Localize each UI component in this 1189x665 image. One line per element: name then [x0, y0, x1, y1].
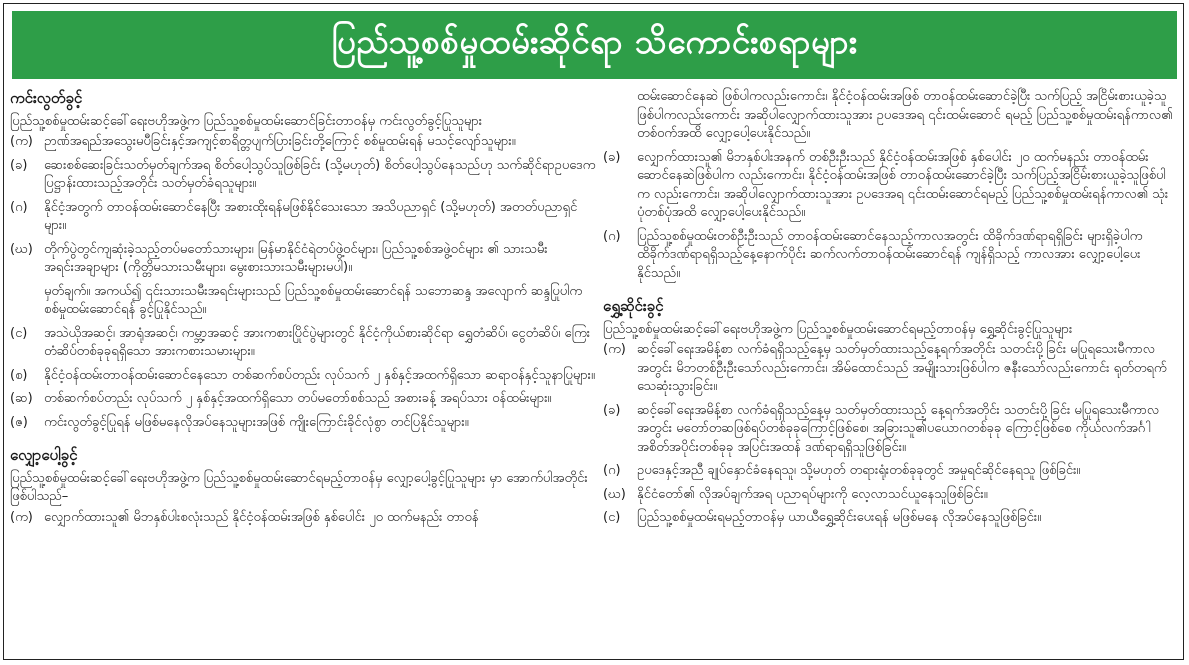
item-marker: (ဃ): [603, 486, 626, 502]
item-text: တစ်ဆက်စပ်တည်း လုပ်သက် ၂ နှစ်နှင့်အထက်ရှိသော တပ်မတော်စစ်သည် အစားခန့် အရပ်သား ဝန်ထမ်းများ။: [44, 391, 552, 406]
reduction-item-continuation: ထမ်းဆောင်နေဆဲ ဖြစ်ပါကလည်းကောင်း၊ နိုင်ငံ့ဝန်ထမ်းအဖြစ် တာဝန်ထမ်းဆောင်ခဲ့ပြီး သက်ပြည့် အငြိမ်းစားယူခဲ့သူဖြစ်ပါကလည်းကောင်း အဆိုပါလျှောက်ထားသူအား ဥပဒေအရ ၎င်းထမ်းဆောင် ရမည့် ပြည်သူ့စစ်မှုထမ်းရန်ကာလ၏ တစ်ဝက်အထိ လျှော့ပေါ့ပေးနိုင်သည်။: [637, 89, 1173, 141]
list-item: [10, 157, 596, 194]
list-item: [10, 509, 596, 528]
section-heading-reduction: လျှော့ပေါ့ခွင့်: [10, 446, 78, 464]
item-text: ဥပဒေနှင့်အညီ ချုပ်နှောင်ခံနေရသူ၊ သို့မဟုတ် တရားရုံးတစ်ခုခုတွင် အမှုရင်ဆိုင်နေရသူ ဖြစ်ခြင်း။: [637, 463, 1081, 478]
list-item: [10, 390, 596, 409]
remark-note: မှတ်ချက်။ အကယ်၍ ၎င်းသားသမီးအရင်းများသည် ပြည်သူ့စစ်မှုထမ်းဆောင်ရန် သဘောဆန္ဒ အလျောက် ဆန္ဒပြုပါက စစ်မှုထမ်းဆောင်ရန် ခွင့်ပြုနိုင်သည်။: [44, 283, 583, 317]
item-marker: (ဂ): [603, 463, 621, 478]
item-text: တိုက်ပွဲတွင်ကျဆုံးခဲ့သည့်တပ်မတော်သားများ၊ မြန်မာနိုင်ငံရဲတပ်ဖွဲ့ဝင်များ၊ ပြည်သူ့စစ်အဖွဲ့ဝင်များ ၏ သားသမီးအရင်းအချာများ (ကိုတ္တိမသားသမီးများ၊ မွေးစားသားသမီးများမပါ)။: [44, 241, 548, 275]
list-item: [603, 402, 1175, 458]
title-banner: [12, 11, 1177, 79]
item-marker: (က): [603, 342, 626, 357]
exemption-intro: ပြည်သူ့စစ်မှုထမ်းဆင့်ခေါ်ရေးဗဟိုအဖွဲ့က ပြည်သူ့စစ်မှုထမ်းဆောင်ခြင်းတာဝန်မှ ကင်းလွတ်ခွင့်ပြုသူများ: [10, 113, 483, 129]
list-item: [10, 325, 596, 362]
item-text: အသဲယိုအဆင့်၊ အာရုံအဆင့်၊ ကမ္ဘာ့အဆင့် အားကစားပြိုင်ပွဲများတွင် နိုင်ငံ့ကိုယ်စားဆိုင်ရာ ရွှေတံဆိပ်၊ ငွေတံဆိပ်၊ ကြေးတံဆိပ်တစ်ခုခုရရှိသော အားကစားသမားများ။: [44, 325, 590, 359]
list-item: [603, 341, 1175, 397]
deferment-intro: ပြည်သူ့စစ်မှုထမ်းဆင့်ခေါ်ရေးဗဟိုအဖွဲ့က ပြည်သူ့စစ်မှုထမ်းဆောင်ရမည့်တာဝန်မှ ရွှေ့ဆိုင်းခွင့်ပြုသူများ: [603, 321, 1073, 337]
item-marker: (ဆ): [10, 391, 33, 406]
list-item: [603, 486, 1175, 505]
item-marker: (ခ): [10, 157, 28, 173]
item-marker: (က): [10, 509, 33, 525]
section-heading-deferment: ရွှေ့ဆိုင်းခွင့်: [603, 297, 664, 315]
list-item: [603, 149, 1175, 223]
item-text: နိုင်ငံတော်၏ လိုအပ်ချက်အရ ပညာရပ်များကို လေ့လာသင်ယူနေသူဖြစ်ခြင်း။: [637, 486, 988, 502]
item-marker: (င): [603, 510, 621, 525]
item-marker: (ဂ): [603, 228, 621, 244]
list-item: [10, 367, 596, 386]
item-marker: (က): [10, 134, 33, 149]
list-item: [10, 133, 596, 152]
list-item: [603, 228, 1175, 284]
item-text: ကင်းလွတ်ခွင့်ပြုရန် မဖြစ်မနေလိုအပ်နေသူများအဖြစ် ကျိုးကြောင်းခိုင်လုံစွာ တင်ပြနိုင်သူများ။: [44, 414, 469, 430]
item-marker: (ဇ): [10, 414, 28, 430]
item-text: ပြည်သူ့စစ်မှုထမ်းရမည့်တာဝန်မှ ယာယီရွှေ့ဆိုင်းပေးရန် မဖြစ်မနေ လိုအပ်နေသူဖြစ်ခြင်း။: [637, 510, 1042, 525]
item-text: ဆေးစစ်ဆေးခြင်းသတ်မှတ်ချက်အရ စိတ်ပေါ့သွပ်သူဖြစ်ခြင်း (သို့မဟုတ်) စိတ်ပေါ့သွပ်နေသည်ဟု သက်ဆိုင်ရာဥပဒေက ပြဋ္ဌာန်းထားသည့်အတိုင်း သတ်မှတ်ခံရသူများ။: [44, 157, 596, 191]
reduction-intro: ပြည်သူ့စစ်မှုထမ်းဆင့်ခေါ်ရေးဗဟိုအဖွဲ့က ပြည်သူ့စစ်မှုထမ်းဆောင်ရမည့်တာဝန်မှ လျှော့ပေါ့ခွင့်ပြုသူများ မှာ အောက်ပါအတိုင်းဖြစ်ပါသည်–: [10, 470, 588, 504]
list-item: [10, 199, 596, 236]
item-text: နိုင်ငံ့အတွက် တာဝန်ထမ်းဆောင်နေပြီး အစားထိုးရန်မဖြစ်နိုင်သေးသော အသိပညာရှင် (သို့မဟုတ်) အတတ်ပညာရှင်များ။: [44, 199, 578, 233]
list-item: [603, 509, 1175, 528]
page-title: ပြည်သူ့စစ်မှုထမ်းဆိုင်ရာ သိကောင်းစရာများ: [331, 21, 858, 61]
item-text: နိုင်ငံ့ဝန်ထမ်းတာဝန်ထမ်းဆောင်နေသော တစ်ဆက်စပ်တည်း လုပ်သက် ၂ နှစ်နှင့်အထက်ရှိသော ဆရာဝန်နှင့်သူနာပြုများ။: [44, 367, 595, 383]
item-marker: (ခ): [603, 149, 621, 165]
item-text: လျှောက်ထားသူ၏ မိဘနှစ်ပါးစလုံးသည် နိုင်ငံ့ဝန်ထမ်းအဖြစ် နှစ်ပေါင်း ၂၀ ထက်မနည်း တာဝန်: [44, 509, 479, 525]
item-marker: (စ): [10, 367, 28, 383]
right-column: [603, 88, 1175, 533]
list-item: [10, 241, 596, 278]
item-text: ဆင့်ခေါ်ရေးအမိန့်စာ လက်ခံရရှိသည့်နေ့မှ သတ်မှတ်ထားသည့် နေ့ရက်အတိုင်း သတင်းပို့ခြင်း မပြုရသေးမီကာလအတွင်း မတော်တဆဖြစ်ရပ်တစ်ခုခုကြောင့်ဖြစ်စေ၊ အခြားသူ၏ပယောဂတစ်ခုခု ကြောင့်ဖြစ်စေ ကိုယ်လက်အင်္ဂါအစိတ်အပိုင်းတစ်ခုခု အပြင်းအထန် ဒဏ်ရာရရှိသူဖြစ်ခြင်း။: [637, 402, 1160, 455]
item-marker: (င): [10, 325, 28, 341]
item-text: လျှောက်ထားသူ၏ မိဘနှစ်ပါးအနက် တစ်ဦးဦးသည် နိုင်ငံ့ဝန်ထမ်းအဖြစ် နှစ်ပေါင်း ၂၀ ထက်မနည်း တာဝန်ထမ်းဆောင်နေဆဲဖြစ်ပါက လည်းကောင်း၊ နိုင်ငံ့ဝန်ထမ်းအဖြစ် တာဝန်ထမ်းဆောင်ခဲ့ပြီး သက်ပြည့်အငြိမ်းစားယူခဲ့သူဖြစ်ပါက လည်းကောင်း၊ အဆိုပါလျှောက်ထားသူအား ဥပဒေအရ ၎င်းထမ်းဆောင်ရမည့် ပြည်သူ့စစ်မှုထမ်းရန်ကာလ၏ သုံးပုံတစ်ပုံအထိ လျှော့ပေါ့ပေးနိုင်သည်။: [637, 149, 1169, 220]
item-marker: (ဃ): [10, 241, 33, 257]
left-column: [10, 86, 596, 532]
item-marker: (ဂ): [10, 199, 28, 215]
item-text: ဉာဏ်အရည်အသွေးမပီခြင်းနှင့်အကျင့်စာရိတ္တပျက်ပြားခြင်းတို့ကြောင့် စစ်မှုထမ်းရန် မသင့်လျော်သူများ။: [44, 134, 516, 149]
section-heading-exemption: ကင်းလွတ်ခွင့်: [10, 89, 83, 107]
item-text: ဆင့်ခေါ်ရေးအမိန့်စာ လက်ခံရရှိသည့်နေ့မှ သတ်မှတ်ထားသည့်နေ့ရက်အတိုင်း သတင်းပို့ခြင်း မပြုရသေးမီကာလအတွင်း မိဘတစ်ဦးဦးသော်လည်းကောင်း၊ အိမ်ထောင်သည် အမျိုးသားဖြစ်ပါက ဇနီးသော်လည်းကောင်း ရုတ်တရက် သေဆုံးသွားခြင်း။: [637, 342, 1167, 394]
list-item: [10, 414, 596, 433]
item-text: ပြည်သူ့စစ်မှုထမ်းတစ်ဦးဦးသည် တာဝန်ထမ်းဆောင်နေသည့်ကာလအတွင်း ထိခိုက်ဒဏ်ရာရရှိခြင်း များရှိခဲ့ပါက ထိခိုက်ဒဏ်ရာရရှိသည့်နေ့နောက်ပိုင်း ဆက်လက်တာဝန်ထမ်းဆောင်ရန် ကျန်ရှိသည့် ကာလအား လျှော့ပေါ့ပေးနိုင်သည်။: [637, 228, 1143, 281]
list-item: [603, 462, 1175, 481]
item-marker: (ခ): [603, 402, 621, 418]
